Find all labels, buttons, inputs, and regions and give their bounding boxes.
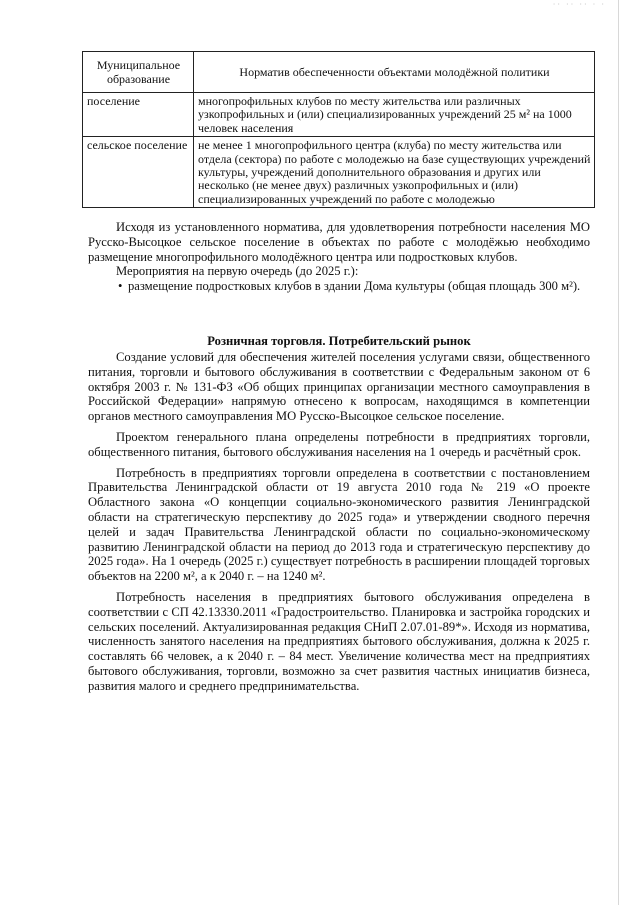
cell-norm: многопрофильных клубов по месту жительства или различных узкопрофильных и (или) специализированных учреждений 25 м² на 1000 человек населения	[194, 93, 595, 137]
paragraph: Потребность в предприятиях торговли определена в соответствии с постановлением Правительства Ленинградской области от 19 августа 2010 года № 219 «О проекте Областного закона «О концепции социально-экономического развития Ленинградской области на стратегическую перспективу до 2025 года» и утверждении сводного перечня целей и задач Правительства Ленинградской области по социально-экономическому развитию Ленинградской области на период до 2013 года и стратегическую перспективу до 2025 года». На 1 очередь (2025 г.) существует потребность в расширении площадей торговых объектов на 2200 м², а к 2040 г. – на 1240 м².	[88, 465, 590, 584]
retail-text-block	[88, 350, 590, 694]
paragraph: Проектом генерального плана определены потребности в предприятиях торговли, общественного питания, бытового обслуживания населения на 1 очередь и расчётный срок.	[88, 429, 590, 459]
youth-policy-norms-table	[82, 51, 595, 208]
cell-municipality: сельское поселение	[83, 137, 194, 208]
paragraph-youth: Исходя из установленного норматива, для удовлетворения потребности населения МО Русско-Высоцкое сельское поселение в объектах по работе с молодёжью необходимо размещение многопрофильного молодёжного центра или подростковых клубов.	[88, 220, 590, 264]
cell-municipality: поселение	[83, 93, 194, 137]
bullet-icon: •	[118, 279, 123, 294]
first-stage-label: Мероприятия на первую очередь (до 2025 г.):	[116, 264, 359, 279]
cell-norm: не менее 1 многопрофильного центра (клуба) по месту жительства или отдела (сектора) по работе с молодежью на базе существующих учреждений культуры, учреждений дополнительного образования и других или несколько (не менее двух) различных узкопрофильных и (или) специализированных учреждений по работе с молодежью	[194, 137, 595, 208]
table-row	[83, 137, 595, 208]
table-header-row	[83, 52, 595, 93]
header-municipality: Муниципальное образование	[83, 52, 194, 93]
paragraph: Создание условий для обеспечения жителей поселения услугами связи, общественного питания, торговли и бытового обслуживания в соответствии с Федеральным законом от 6 октября 2003 г. № 131-ФЗ «Об общих принципах организации местного самоуправления в Российской Федерации» напрямую отнесено к вопросам, находящимся в компетенции органов местного самоуправления МО Русско-Высоцкое сельское поселение.	[88, 350, 590, 424]
paragraph: Потребность населения в предприятиях бытового обслуживания определена в соответствии с СП 42.13330.2011 «Градостроительство. Планировка и застройка городских и сельских поселений. Актуализированная редакция СНиП 2.07.01-89*». Исходя из норматива, численность занятого населения на предприятиях бытового обслуживания, должна к 2025 г. составлять 66 человек, а к 2040 г. – 84 мест. Увеличение количества мест на предприятиях бытового обслуживания, торговли, возможно за счет развития частных инициатив бизнеса, развития малого и среднего предпринимательства.	[88, 589, 590, 693]
page-edge-line	[618, 0, 619, 905]
section-title: Розничная торговля. Потребительский рынок	[207, 334, 471, 348]
header-norm: Норматив обеспеченности объектами молодёжной политики	[194, 52, 595, 93]
list-item	[88, 279, 590, 294]
corner-mark: ·· ·· ·· · ·	[552, 0, 606, 9]
youth-text-block	[88, 220, 590, 294]
table-row	[83, 93, 595, 137]
bullet-text: размещение подростковых клубов в здании Дома культуры (общая площадь 300 м²).	[128, 279, 581, 294]
